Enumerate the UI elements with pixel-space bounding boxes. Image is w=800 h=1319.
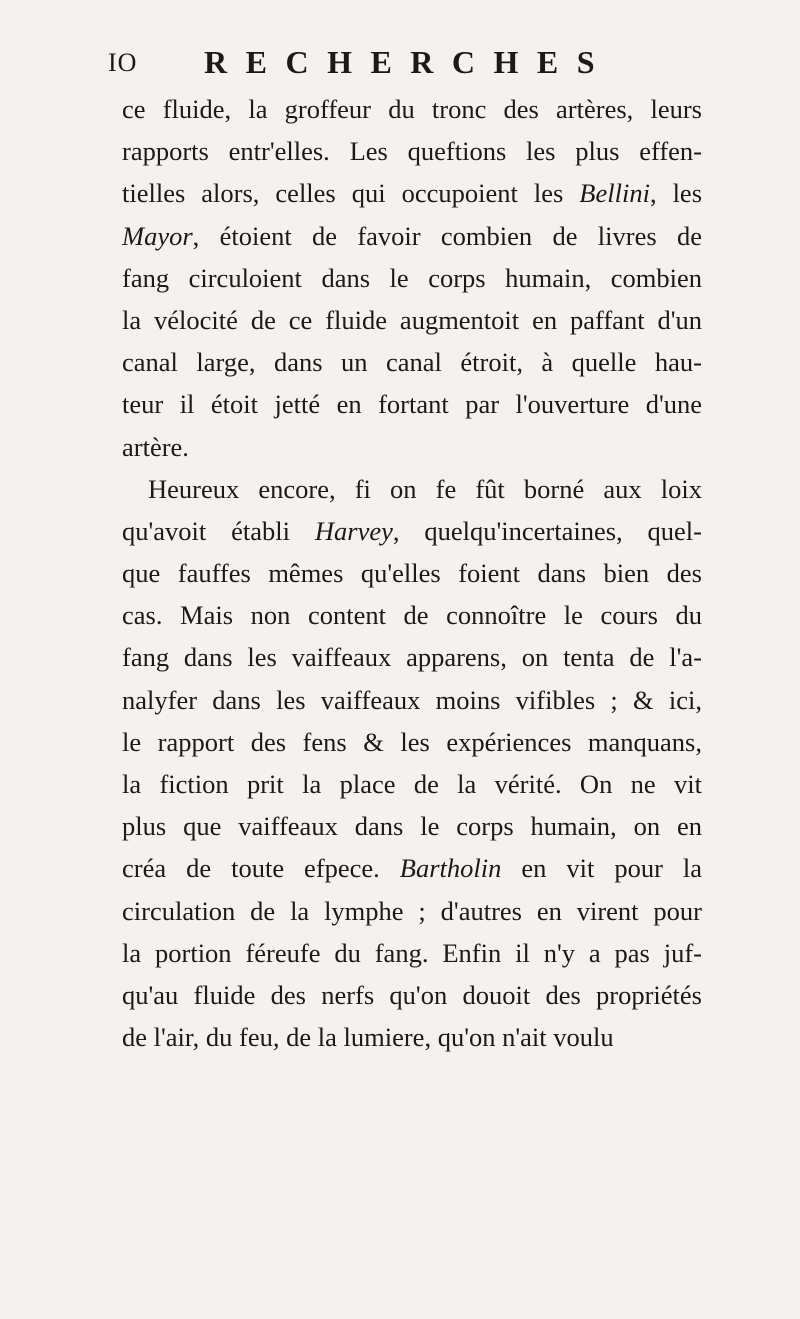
text-line (122, 847, 702, 889)
text-line (122, 721, 702, 763)
text-run: , quelqu'incertaines, quel- (392, 515, 702, 546)
text-run: le rapport des fens & les expériences manquans, (122, 726, 702, 757)
text-run: teur il étoit jetté en fortant par l'ouverture d'une (122, 389, 702, 420)
text-run: la vélocité de ce fluide augmentoit en paffant d'un (122, 304, 702, 335)
text-run: , étoient de favoir combien de livres de (192, 220, 702, 251)
text-run: qu'au fluide des nerfs qu'on douoit des propriétés (122, 979, 702, 1010)
text-line (122, 468, 702, 510)
page-header (108, 44, 708, 88)
text-run: plus que vaiffeaux dans le corps humain, on en (122, 811, 702, 842)
text-line (122, 130, 702, 172)
text-line (122, 974, 702, 1016)
text-run: rapports entr'elles. Les queftions les plus effen- (122, 136, 702, 167)
text-line (122, 552, 702, 594)
text-line (122, 172, 702, 214)
text-run: canal large, dans un canal étroit, à quelle hau- (122, 347, 702, 378)
text-run: la portion féreufe du fang. Enfin il n'y a pas juf- (122, 937, 702, 968)
text-line (122, 679, 702, 721)
text-run: fang circuloient dans le corps humain, combien (122, 262, 702, 293)
text-line (122, 890, 702, 932)
text-line (122, 510, 702, 552)
text-line (122, 594, 702, 636)
text-run: qu'avoit établi (122, 515, 315, 546)
text-run: ce fluide, la groffeur du tronc des artères, leurs (122, 94, 702, 124)
running-head: RECHERCHES (204, 44, 614, 80)
text-run: artère. (122, 431, 189, 462)
text-line (122, 1016, 702, 1058)
italic-name: Harvey (314, 515, 393, 546)
text-run: circulation de la lymphe ; d'autres en virent pour (122, 895, 702, 926)
text-line (122, 932, 702, 974)
text-run: créa de toute efpece. (122, 853, 400, 884)
text-run: , les (649, 178, 703, 209)
italic-name: Bellini (579, 178, 650, 209)
text-line (122, 215, 702, 257)
text-line (122, 88, 702, 130)
page-number: IO (108, 48, 138, 77)
text-line (122, 426, 702, 468)
italic-name: Bartholin (399, 853, 502, 884)
text-run: la fiction prit la place de la vérité. On ne vit (122, 769, 702, 799)
text-line (122, 763, 702, 805)
text-line (122, 341, 702, 383)
text-run: que fauffes mêmes qu'elles foient dans bien des (122, 558, 702, 589)
text-line (122, 299, 702, 341)
text-run: nalyfer dans les vaiffeaux moins vifibles ; & ici, (122, 684, 702, 715)
text-line (122, 257, 702, 299)
text-run: cas. Mais non content de connoître le cours du (122, 600, 702, 631)
text-run: tielles alors, celles qui occupoient les (122, 178, 580, 209)
text-run: Heureux encore, fi on fe fût borné aux loix (148, 473, 702, 504)
text-line (122, 636, 702, 678)
text-line (122, 805, 702, 847)
text-run: en vit pour la (501, 853, 703, 884)
body-text (122, 88, 702, 1058)
text-line (122, 383, 702, 425)
italic-name: Mayor (122, 220, 193, 251)
text-run: fang dans les vaiffeaux apparens, on tenta de l'a- (122, 642, 702, 673)
text-run: de l'air, du feu, de la lumiere, qu'on n'ait voulu (122, 1022, 614, 1053)
